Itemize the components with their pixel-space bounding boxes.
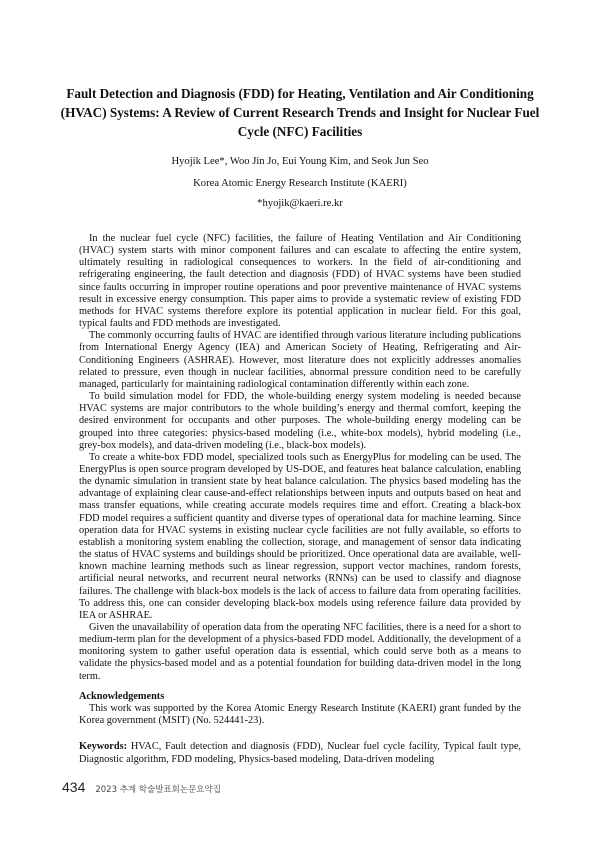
acknowledgements-heading: Acknowledgements	[79, 691, 165, 702]
body-paragraph: The commonly occurring faults of HVAC are identified through various literature including publications from International Energy Agency (IEA) and American Society of Heating, Refrigerating and Air-Conditioning Engineers (ASHRAE). However, most literature does not explicitly addresses anomalies related to pressure, even though in nuclear facilities, abnormal pressure condition need to be carefully managed, particularly for maintaining radiological contamination differently within each zone.	[79, 330, 521, 390]
affiliation: Korea Atomic Energy Research Institute (KAERI)	[193, 178, 407, 189]
page-footer	[62, 779, 221, 797]
body-paragraph: In the nuclear fuel cycle (NFC) facilities, the failure of Heating Ventilation and Air Conditioning (HVAC) system starts with minor component failures and can escalate to affecting the entire system, ultimately resulting in radiological consequences to workers. In the field of air-conditioning and refrigerating engineering, the fault detection and diagnosis (FDD) of HVAC systems have been studied since faults occurring in improper routine operations and poor preventive maintenance of HVAC systems result in excessive energy consumption. This paper aims to provide a systematic review of existing FDD methods for HVAC systems therefore explore its potential application in nuclear field. For this goal, typical faults and FDD methods are investigated.	[79, 233, 521, 330]
body-paragraph: To build simulation model for FDD, the whole-building energy system modeling is needed because HVAC systems are major contributors to the whole building’s energy and thermal comfort, keeping the desired environment for occupants and other purposes. The whole-building energy modeling can be grouped into three categories: physics-based modeling (i.e., white-box models), hybrid modeling (i.e., grey-box models), and data-driven modeling (i.e., black-box models).	[79, 391, 521, 451]
corresponding-email: *hyojik@kaeri.re.kr	[257, 198, 343, 209]
author-list: Hyojik Lee*, Woo Jin Jo, Eui Young Kim, and Seok Jun Seo	[171, 156, 429, 167]
paper-title: Fault Detection and Diagnosis (FDD) for Heating, Ventilation and Air Conditioning (HVAC) Systems: A Review of Current Research Trends and Insight for Nuclear Fuel Cycle (NFC) Facilities	[60, 86, 540, 139]
body-paragraph: To create a white-box FDD model, specialized tools such as EnergyPlus for modeling can be used. The EnergyPlus is open source program developed by US-DOE, and features heat balance calculation, enabling the dynamic simulation in transient state by heat balance calculation. The physics based modeling has the advantage of explaining clear cause-and-effect relationships between inputs and outputs based on heat and mass transfer equations, while creating accurate models requires time and effort. Creating a black-box FDD model requires a sufficient quantity and diverse types of operational data for machine learning. Since operation data for HVAC systems in existing nuclear cycle facilities are not fully available, so efforts to establish a monitoring system enabling the collection, storage, and management of sensor data indicating the status of HVAC systems and buildings should be prioritized. Once operational data are available, well-known machine learning methods such as linear regression, support vector machines, random forests, artificial neural networks, and recurrent neural networks (RNNs) can be used to classify and diagnose failures. The challenge with black-box models is the lack of access to failure data from operating facilities. To address this, one can consider developing black-box models using reference failure data provided by IEA or ASHRAE.	[79, 451, 521, 621]
acknowledgements-text: This work was supported by the Korea Atomic Energy Research Institute (KAERI) grant funded by the Korea government (MSIT) (No. 524441-23).	[79, 703, 521, 727]
keywords-label: Keywords:	[79, 741, 128, 752]
body-paragraph: Given the unavailability of operation data from the operating NFC facilities, there is a need for a short to medium-term plan for the development of a physics-based FDD model. Additionally, the development of a monitoring system to gather useful operation data is essential, which could serve both as a means to validate the physics-based model and as a potential foundation for building data-driven model in the long term.	[79, 622, 521, 682]
acknowledgements-section	[79, 703, 521, 727]
keywords-text: HVAC, Fault detection and diagnosis (FDD), Nuclear fuel cycle facility, Typical fault type, Diagnostic algorithm, FDD modeling, Physics-based modeling, Data-driven modeling	[79, 741, 521, 765]
publication-name: 2023 추계 학술발표회논문요약집	[95, 785, 221, 795]
abstract-body	[79, 233, 521, 683]
keywords-section	[79, 741, 521, 766]
page-number: 434	[62, 779, 86, 795]
